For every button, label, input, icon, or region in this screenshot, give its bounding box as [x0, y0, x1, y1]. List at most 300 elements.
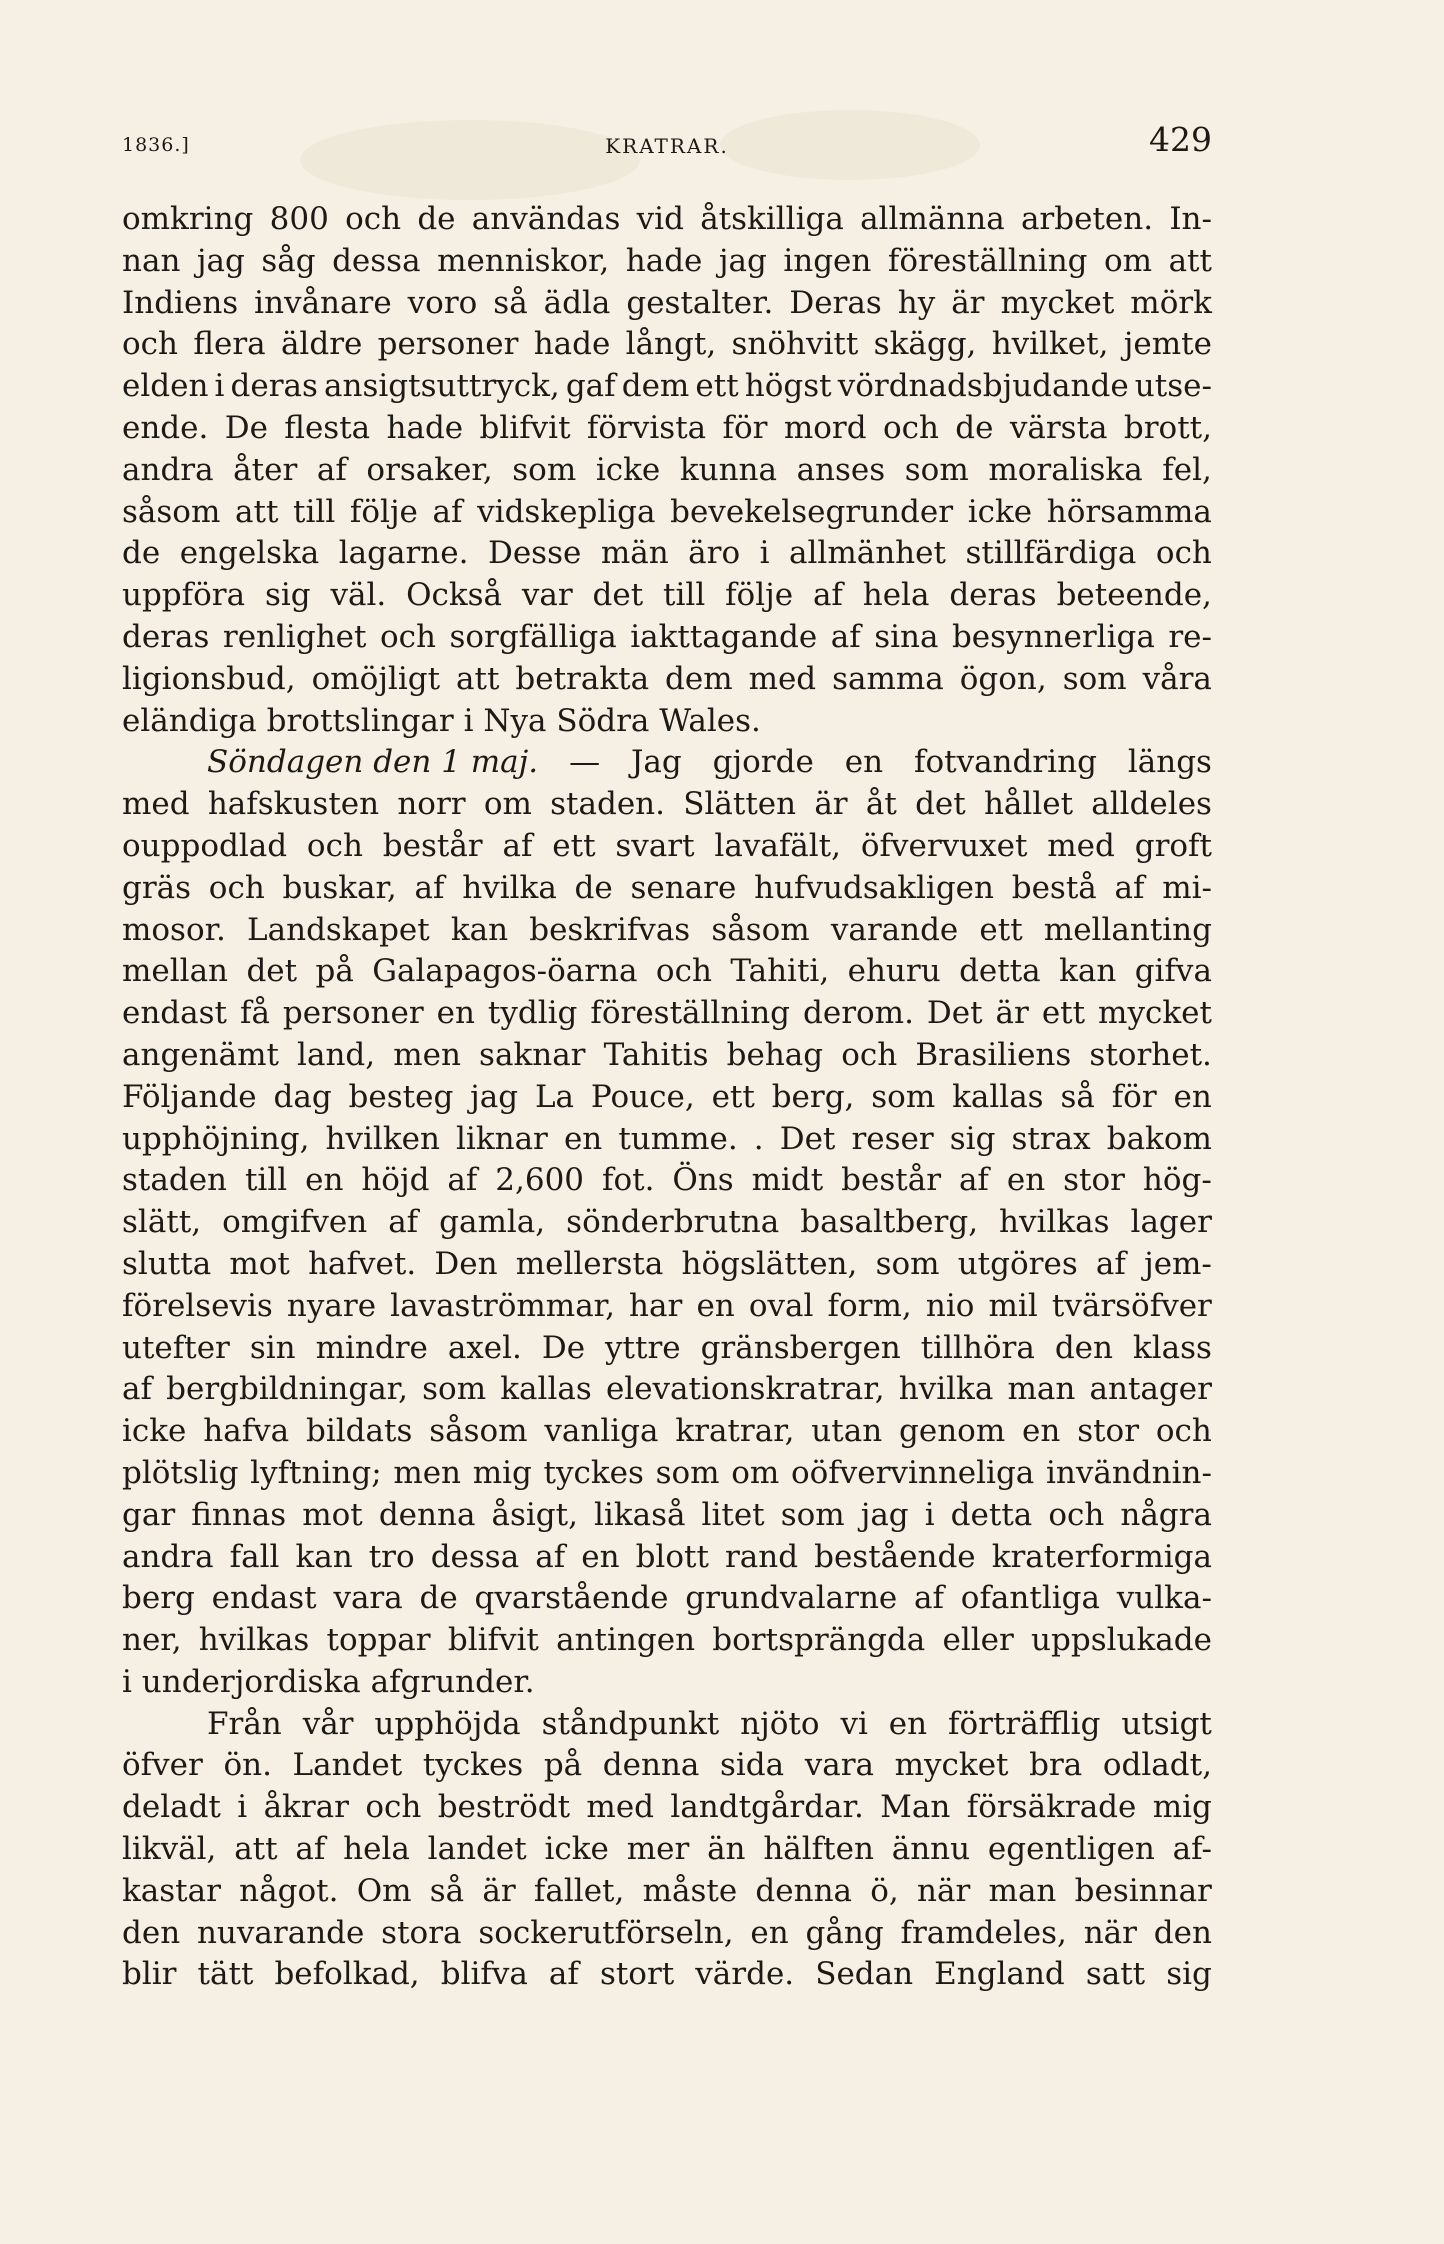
line-text: eländiga brottslingar i Nya Södra Wales. [122, 702, 761, 739]
word: genom [899, 1413, 1006, 1450]
word: ligionsbud, [122, 660, 296, 697]
word: oval [748, 1287, 814, 1324]
word: De [541, 1329, 586, 1366]
word: sina [874, 618, 939, 655]
text-line [122, 1954, 1212, 1996]
word: Jag [630, 744, 682, 781]
word: likväl, [122, 1831, 217, 1868]
word: åkrar [263, 1789, 349, 1826]
word: omkring [122, 201, 254, 237]
word: fall [229, 1538, 280, 1575]
word: mycket [1000, 284, 1115, 321]
word: af [414, 869, 445, 906]
word: af [388, 1204, 419, 1241]
word: af [548, 1956, 579, 1993]
word: ansigtsuttryck, [324, 368, 560, 405]
text-line [122, 1160, 1212, 1202]
word: Landet [292, 1747, 403, 1784]
word: förelsevis [122, 1287, 273, 1324]
word: den [1054, 1329, 1113, 1366]
word: sig [949, 1120, 996, 1157]
word: af [1095, 1245, 1126, 1282]
word: så [1060, 1078, 1095, 1115]
word: var [521, 577, 573, 614]
word: vulka- [1116, 1580, 1212, 1617]
text-line [122, 241, 1212, 283]
word: åsigt, [491, 1496, 578, 1533]
word: likaså [594, 1496, 686, 1533]
word: nan [122, 242, 181, 279]
word: egentligen [987, 1831, 1155, 1868]
word: föreställning [887, 242, 1088, 279]
word: kallas [500, 1371, 592, 1408]
word: bestå [1011, 869, 1097, 906]
text-line [122, 701, 1212, 743]
word: ouppodlad [122, 827, 288, 864]
word: basaltberg, [800, 1204, 979, 1241]
word: qvarstående [474, 1580, 669, 1617]
word: höjd [361, 1162, 430, 1199]
word: af [447, 1162, 478, 1199]
word: bakom [1106, 1120, 1212, 1157]
word: litet [701, 1496, 765, 1533]
word: gränsbergen [700, 1329, 901, 1366]
word: endast [211, 1580, 317, 1617]
word: lyftning; [250, 1454, 382, 1491]
text-line [122, 1369, 1212, 1411]
word: odladt, [1102, 1747, 1212, 1784]
word: omöjligt [311, 660, 441, 697]
word: värde. [695, 1956, 795, 1993]
word: ett [552, 827, 596, 864]
text-line [122, 1871, 1212, 1913]
word: skägg, [873, 326, 977, 363]
word: lavafält, [714, 827, 841, 864]
text-line [122, 1202, 1212, 1244]
word: denna [378, 1496, 476, 1533]
word: dem [621, 368, 690, 405]
word: blott [635, 1538, 709, 1575]
word: öfver [122, 1747, 203, 1784]
word: voro [407, 284, 478, 321]
word: angenämt [122, 1036, 279, 1073]
line-text: i underjordiska afgrunder. [122, 1663, 535, 1700]
word: och [655, 953, 712, 990]
word: besinnar [1074, 1872, 1212, 1909]
word: med [1047, 827, 1115, 864]
word: senare [630, 869, 737, 906]
word: ett [695, 368, 739, 405]
text-line [122, 910, 1212, 952]
word: befolkad, [274, 1956, 420, 1993]
word: mosor. [122, 911, 226, 948]
word: blir [122, 1956, 177, 1993]
word: jag [718, 242, 767, 279]
word: derom. [803, 995, 914, 1032]
word: landet [427, 1831, 527, 1868]
word: mord [783, 409, 867, 446]
word: Slätten [683, 786, 797, 823]
word: för [1111, 1078, 1157, 1115]
word: hörsamma [1046, 493, 1212, 530]
word: Från [207, 1705, 282, 1742]
word: Följande [122, 1078, 257, 1115]
word: så [493, 284, 528, 321]
word: form, [827, 1287, 912, 1324]
text-line [122, 199, 1212, 241]
word: deladt [122, 1789, 221, 1826]
word: mot [229, 1245, 290, 1282]
word: sig [1166, 1956, 1212, 1993]
word: land, [297, 1036, 376, 1073]
word: besynnerliga [951, 618, 1155, 655]
word: klass [1132, 1329, 1212, 1366]
word: vara [804, 1747, 875, 1784]
text-line [122, 1745, 1212, 1787]
word: icke [122, 1413, 187, 1450]
word: engelska [179, 535, 320, 572]
word: Indiens [122, 284, 239, 321]
text-line [122, 1077, 1212, 1119]
word: är [951, 284, 985, 321]
word: ön. [223, 1747, 272, 1784]
word: detta [959, 953, 1041, 990]
word: mellersta [515, 1245, 664, 1282]
word: af [295, 1831, 326, 1868]
word: öfvervuxet [860, 827, 1028, 864]
word: af- [1172, 1831, 1212, 1868]
word: denna [602, 1747, 700, 1784]
word: hy [897, 284, 936, 321]
word: på [543, 1747, 583, 1784]
word: följe [349, 493, 418, 530]
word: ende. [122, 409, 209, 446]
word: hvilket, [991, 326, 1109, 363]
word: hela [343, 1831, 410, 1868]
word: försäkrade [966, 1789, 1137, 1826]
word: att [234, 1831, 278, 1868]
word: stor [1063, 1162, 1125, 1199]
word: kan [295, 1538, 353, 1575]
word: något. [239, 1872, 339, 1909]
word: af [958, 1162, 989, 1199]
word: utsigt [1121, 1705, 1212, 1742]
word: Det [926, 995, 983, 1032]
page-number: 429 [1149, 120, 1212, 159]
word: stort [599, 1956, 675, 1993]
word: åter [233, 451, 298, 488]
word: sig [264, 577, 311, 614]
word: deras [230, 368, 318, 405]
word: mindre [315, 1329, 428, 1366]
word: och [1048, 1496, 1105, 1533]
word: England [934, 1956, 1065, 1993]
word: mil [988, 1287, 1038, 1324]
word: mot [302, 1496, 363, 1533]
word: gräs [122, 869, 192, 906]
word: ner, [122, 1622, 182, 1659]
word: slätt, [122, 1204, 202, 1241]
word: personer [377, 326, 519, 363]
word: såsom [122, 493, 221, 530]
word: dag [273, 1078, 332, 1115]
word: behag [726, 1036, 824, 1073]
word: de [122, 535, 161, 572]
word: hvilka [462, 869, 557, 906]
word: hälften [763, 1831, 874, 1868]
word: blifva [440, 1956, 528, 1993]
word: beteende, [1056, 577, 1212, 614]
word: tumme. [618, 1120, 738, 1157]
word: mycket [894, 1747, 1009, 1784]
word: är [482, 1872, 516, 1909]
word: vara [333, 1580, 403, 1617]
word: beströdt [437, 1789, 571, 1826]
word: är [814, 786, 848, 823]
word: midt [751, 1162, 824, 1199]
word: icke [967, 493, 1033, 530]
word: att [456, 660, 500, 697]
word: och [122, 326, 178, 363]
word: mig [1152, 1789, 1212, 1826]
word: storhet. [1089, 1036, 1212, 1073]
text-line [122, 575, 1212, 617]
word: våra [1142, 660, 1212, 697]
word: i [214, 368, 225, 405]
text-line [122, 1286, 1212, 1328]
word: mi- [1162, 869, 1212, 906]
text-line [122, 533, 1212, 575]
word: som [875, 1245, 940, 1282]
word: flera [193, 326, 266, 363]
word: och [365, 1789, 422, 1826]
word: kunna [679, 451, 777, 488]
word: som [780, 1496, 845, 1533]
word: Öns [672, 1162, 734, 1199]
word: gestalter. [626, 284, 774, 321]
word: hvilkas [999, 1204, 1110, 1241]
word: andra [122, 451, 214, 488]
word: bergbildningar, [166, 1371, 408, 1408]
word: hade [625, 242, 703, 279]
word: svart [615, 827, 695, 864]
word: uppföra [122, 577, 246, 614]
word: tvärsöfver [1051, 1287, 1212, 1324]
word: sorgfälliga [449, 618, 617, 655]
word: bevekelsegrunder [670, 493, 954, 530]
word: hafskusten [207, 786, 380, 823]
word: vår [302, 1705, 354, 1742]
word: till [663, 577, 706, 614]
word: tyckes [422, 1747, 524, 1784]
word: kastar [122, 1872, 221, 1909]
word: af [830, 618, 861, 655]
word: anses [796, 451, 886, 488]
word: antager [1089, 1371, 1212, 1408]
word: Sedan [815, 1956, 914, 1993]
word: hvilken [325, 1120, 440, 1157]
word: för [722, 409, 768, 446]
word: vördnadsbjudande [837, 368, 1129, 405]
word: kallas [952, 1078, 1044, 1115]
word: elevationskratrar, [605, 1371, 885, 1408]
word: af [316, 451, 347, 488]
word: bestående [814, 1538, 976, 1575]
word: fot. [601, 1162, 655, 1199]
word: strax [1011, 1120, 1091, 1157]
word: de [417, 201, 456, 237]
word: staden [122, 1162, 228, 1199]
word: gjorde [712, 744, 814, 781]
word: en [750, 1914, 789, 1951]
text-line [122, 1495, 1212, 1537]
word: stor [1077, 1413, 1140, 1450]
word: med [122, 786, 190, 823]
word: några [1120, 1496, 1212, 1533]
word: och [306, 827, 363, 864]
text-line [122, 993, 1212, 1035]
word: hållet [983, 786, 1074, 823]
word: De [224, 409, 268, 446]
word: vid [636, 201, 684, 237]
word: en [581, 1538, 620, 1575]
text-line [122, 1662, 1212, 1704]
text-line [122, 1913, 1212, 1955]
word: med [748, 660, 817, 697]
word: sönderbrutna [566, 1204, 780, 1241]
word: groft [1134, 827, 1212, 864]
word: hög- [1142, 1162, 1212, 1199]
word: ögon, [959, 660, 1047, 697]
word: kan [450, 911, 509, 948]
word: men [393, 1036, 461, 1073]
word: väl. [330, 577, 387, 614]
text-line [122, 366, 1212, 408]
word: nio [925, 1287, 975, 1324]
word: Galapagos-öarna [372, 953, 638, 990]
word: renlighet [222, 618, 367, 655]
word: rand [724, 1538, 799, 1575]
text-line [122, 784, 1212, 826]
text-line [122, 1578, 1212, 1620]
word: alldeles [1091, 786, 1212, 823]
text-line [122, 324, 1212, 366]
text-line [122, 742, 1212, 784]
word: af [535, 1538, 566, 1575]
text-line [122, 659, 1212, 701]
word: tillhöra [920, 1329, 1035, 1366]
word: slutta [122, 1245, 212, 1282]
word: ståndpunkt [541, 1705, 720, 1742]
word: är [995, 995, 1029, 1032]
word: orsaker, [366, 451, 493, 488]
word: allmänhet [789, 535, 946, 572]
word: den [1153, 1914, 1212, 1951]
word: upphöjda [374, 1705, 521, 1742]
word: utan [811, 1413, 883, 1450]
word: dem [665, 660, 733, 697]
text-line [122, 283, 1212, 325]
word: plötslig [122, 1454, 239, 1491]
word: och [1155, 535, 1212, 572]
word: finnas [191, 1496, 287, 1533]
word: mycket [1098, 995, 1212, 1032]
word: och [208, 869, 265, 906]
word: invändnin- [1045, 1454, 1212, 1491]
word: när [917, 1872, 971, 1909]
word: på [315, 953, 354, 990]
word: till [244, 1162, 288, 1199]
word: toppar [326, 1622, 431, 1659]
word: invånare [254, 284, 392, 321]
word: deras [122, 618, 210, 655]
word: ö, [870, 1872, 899, 1909]
word: af [812, 577, 843, 614]
text-line [122, 617, 1212, 659]
word: mellanting [1043, 911, 1212, 948]
word: hade [386, 409, 464, 446]
text-line [122, 868, 1212, 910]
text-line [122, 1704, 1212, 1746]
word: sockerutförseln, [478, 1914, 734, 1951]
word: en [563, 1120, 603, 1157]
word: denna [755, 1872, 853, 1909]
word: hafvet. [308, 1245, 417, 1282]
text-line [122, 1537, 1212, 1579]
word: i [237, 1789, 248, 1826]
word: landtgårdar. [670, 1789, 864, 1826]
word: en [436, 995, 475, 1032]
word: om [731, 1454, 780, 1491]
word: samma [832, 660, 944, 697]
word: såg [261, 242, 316, 279]
word: i [924, 1496, 935, 1533]
word: måste [642, 1872, 738, 1909]
word: bra [1029, 1747, 1083, 1784]
text-line [122, 1829, 1212, 1871]
word: fallet, [533, 1872, 625, 1909]
word: axel. [447, 1329, 522, 1366]
word: utefter [122, 1329, 230, 1366]
word: tro [368, 1538, 415, 1575]
word: satt [1085, 1956, 1146, 1993]
text-line [122, 1411, 1212, 1453]
word: Man [880, 1789, 951, 1826]
word: framdeles, [900, 1914, 1067, 1951]
word: som [512, 451, 577, 488]
word: tyckes [543, 1454, 644, 1491]
word: blifvit [447, 1622, 539, 1659]
body-text [122, 199, 1212, 1996]
word: betrakta [515, 660, 650, 697]
word: och [841, 1036, 898, 1073]
word: fotvandring [913, 744, 1097, 781]
word: såsom [711, 911, 810, 948]
word: saknar [479, 1036, 586, 1073]
word: blifvit [479, 409, 571, 446]
text-line [122, 1328, 1212, 1370]
word: Det [779, 1120, 836, 1157]
word: män [600, 535, 669, 572]
word: en [305, 1162, 344, 1199]
word: bortsprängda [712, 1622, 926, 1659]
word: gång [805, 1914, 884, 1951]
word: nuvarande [196, 1914, 365, 1951]
word: stillfärdiga [965, 535, 1137, 572]
word: icke [544, 1831, 609, 1868]
word: Tahiti, [730, 953, 830, 990]
word: dessa [430, 1538, 520, 1575]
